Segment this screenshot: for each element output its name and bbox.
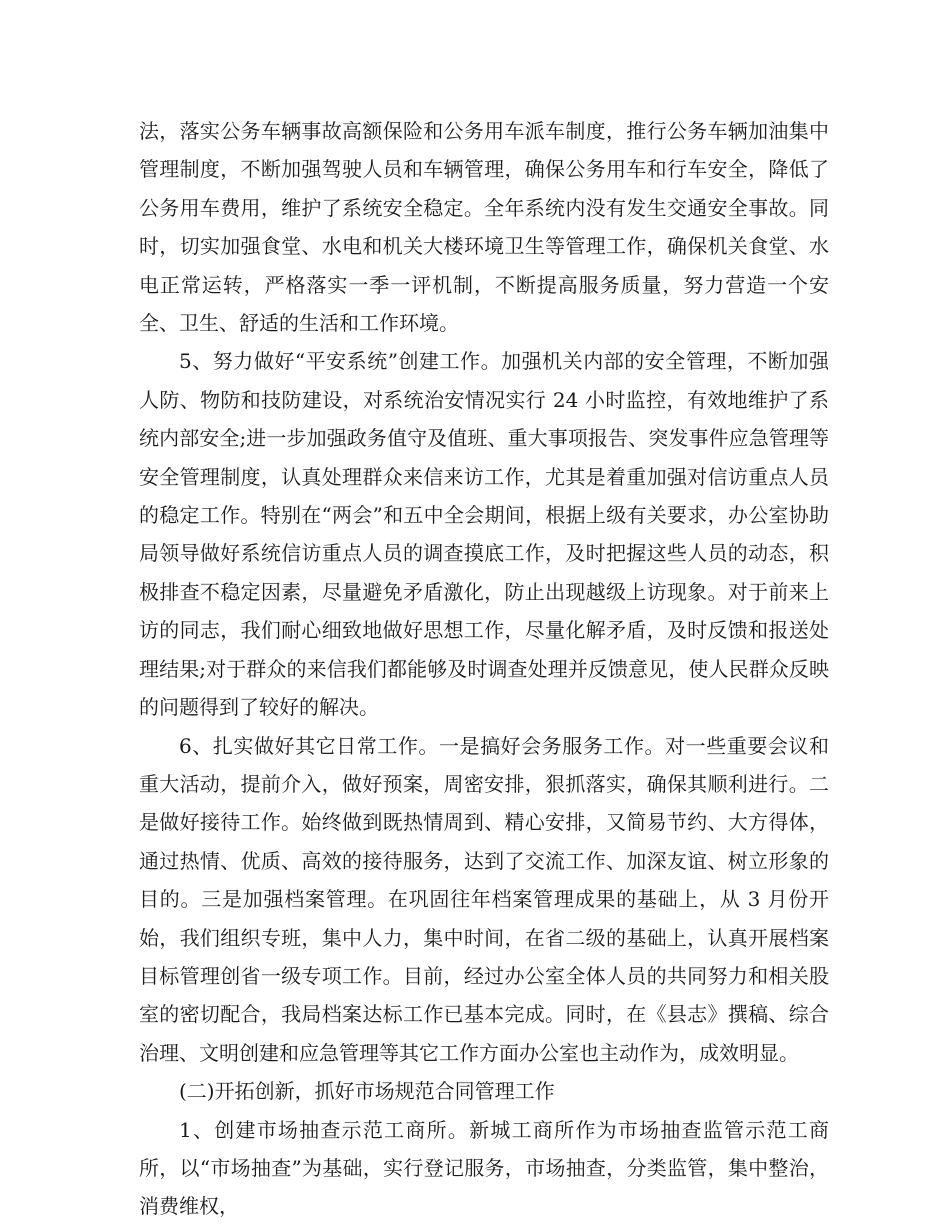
document-body [139, 112, 829, 1226]
paragraph-item-1: 1、创建市场抽查示范工商所。新城工商所作为市场抽查监管示范工商所，以“市场抽查”为基础，实行登记服务，市场抽查，分类监管，集中整治，消费维权， [139, 1117, 829, 1219]
section-heading: (二)开拓创新，抓好市场规范合同管理工作 [179, 1079, 555, 1104]
paragraph-item-5: 5、努力做好“平安系统”创建工作。加强机关内部的安全管理，不断加强人防、物防和技防建设，对系统治安情况实行 24 小时监控，有效地维护了系统内部安全;进一步加强政务值守及值班、重大事项报告、突发事件应急管理等安全管理制度，认真处理群众来信来访工作，尤其是着重加强对信访重点人员的稳定工作。特别在“两会”和五中全会期间，根据上级有关要求，办公室协助局领导做好系统信访重点人员的调查摸底工作，及时把握这些人员的动态，积极排查不稳定因素，尽量避免矛盾激化，防止出现越级上访现象。对于前来上访的同志，我们耐心细致地做好思想工作，尽量化解矛盾，及时反馈和报送处理结果;对于群众的来信我们都能够及时调查处理并反馈意见，使人民群众反映的问题得到了较好的解决。 [139, 349, 829, 720]
paragraph-continued: 法，落实公务车辆事故高额保险和公务用车派车制度，推行公务车辆加油集中管理制度，不断加强驾驶人员和车辆管理，确保公务用车和行车安全，降低了公务用车费用，维护了系统安全稳定。全年系统内没有发生交通安全事故。同时，切实加强食堂、水电和机关大楼环境卫生等管理工作，确保机关食堂、水电正常运转，严格落实一季一评机制，不断提高服务质量，努力营造一个安全、卫生、舒适的生活和工作环境。 [139, 119, 829, 336]
paragraph-item-6: 6、扎实做好其它日常工作。一是搞好会务服务工作。对一些重要会议和重大活动，提前介入，做好预案，周密安排，狠抓落实，确保其顺利进行。二是做好接待工作。始终做到既热情周到、精心安排，又简易节约、大方得体，通过热情、优质、高效的接待服务，达到了交流工作、加深友谊、树立形象的目的。三是加强档案管理。在巩固往年档案管理成果的基础上，从 3 月份开始，我们组织专班，集中人力，集中时间，在省二级的基础上，认真开展档案目标管理创省一级专项工作。目前，经过办公室全体人员的共同努力和相关股室的密切配合，我局档案达标工作已基本完成。同时，在《县志》撰稿、综合治理、文明创建和应急管理等其它工作方面办公室也主动作为，成效明显。 [139, 733, 829, 1065]
